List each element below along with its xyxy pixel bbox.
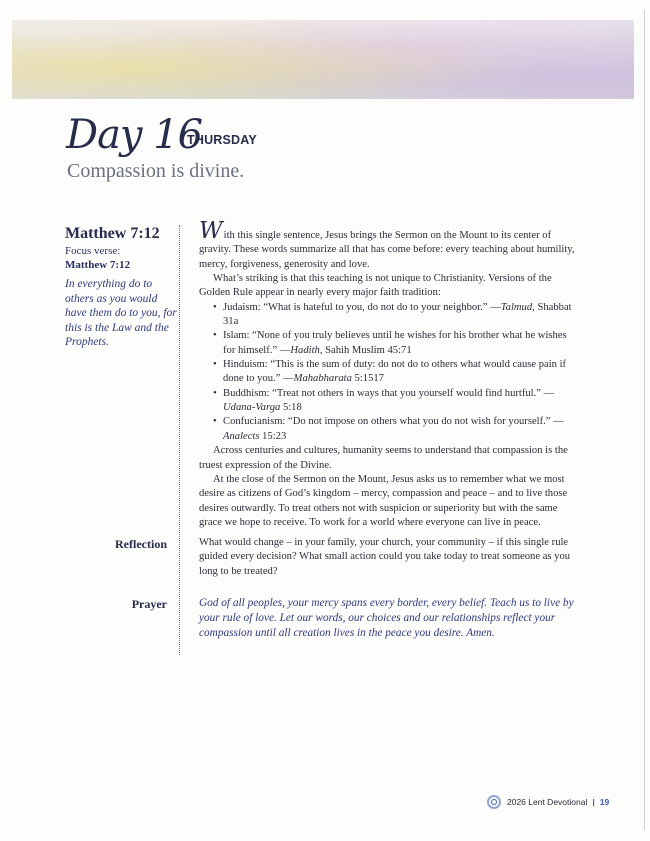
drop-cap: W <box>199 218 223 244</box>
devotional-body <box>199 218 581 530</box>
body-paragraph: Across centuries and cultures, humanity seems to understand that compassion is the truest expression of the Divine. <box>199 445 568 471</box>
prayer-text: God of all peoples, your mercy spans every border, every belief. Teach us to live by your rule of love. Let our words, our choices and our relationships reflect your compassion until all creation lives in the peace you desire. Amen. <box>199 597 574 640</box>
footer-separator: | <box>592 797 595 807</box>
column-divider <box>179 225 180 655</box>
verse-reference: Matthew 7:12 <box>65 225 160 242</box>
prayer-label: Prayer <box>131 597 167 611</box>
circle-logo-icon <box>487 795 501 809</box>
publication-title: 2026 Lent Devotional <box>507 797 588 807</box>
body-paragraph <box>199 218 581 272</box>
focus-verse-text: In everything do to others as you would have them do to you, for this is the Law and the Prophets. <box>65 278 177 348</box>
body-paragraph: What’s striking is that this teaching is not unique to Christianity. Versions of the Golden Rule appear in nearly every major faith tradition: <box>199 273 552 299</box>
reflection-text: What would change – in your family, your church, your community – if this single rule guided every decision? What small action could you take today to treat someone as you long to be treated? <box>199 537 571 577</box>
page-footer <box>487 794 609 810</box>
list-item: • Hinduism: “This is the sum of duty: do not do to others what would cause pain if done to you.” —Mahabharata 5:1517 <box>213 358 581 387</box>
list-item: • Judaism: “What is hateful to you, do not do to your neighbor.” —Talmud, Shabbat 31a <box>213 301 581 330</box>
traditions-list <box>199 301 581 444</box>
reflection-label: Reflection <box>115 537 167 551</box>
page-number: 19 <box>599 797 610 807</box>
page-subtitle: Compassion is divine. <box>67 160 245 182</box>
weekday-label: THURSDAY <box>187 133 257 147</box>
paragraph-text: ith this single sentence, Jesus brings the Sermon on the Mount to its center of gravity. These words summarize all that has come before: every teaching about humility, mercy, forgiveness, generosity and love. <box>199 230 575 270</box>
body-paragraph: At the close of the Sermon on the Mount, Jesus asks us to remember what we most desire as citizens of God’s kingdom – mercy, compassion and peace – and to live those desires outwardly. To treat others not with suspicion or superiority but with the same grace we hope to receive. To work for a world where everyone can live in peace. <box>199 473 568 528</box>
header-banner-image <box>12 20 634 99</box>
focus-verse-label: Focus verse: <box>65 245 121 257</box>
day-title: Day 16 <box>66 112 203 158</box>
focus-verse-reference: Matthew 7:12 <box>65 259 131 271</box>
list-item: • Buddhism: “Treat not others in ways that you yourself would find hurtful.” —Udana-Varga 5:18 <box>213 387 581 416</box>
page-edge-line <box>644 10 645 830</box>
list-item: • Islam: “None of you truly believes until he wishes for his brother what he wishes for himself.” —Hadith, Sahih Muslim 45:71 <box>213 329 581 358</box>
list-item: • Confucianism: “Do not impose on others what you do not wish for yourself.” —Analects 15:23 <box>213 415 581 444</box>
